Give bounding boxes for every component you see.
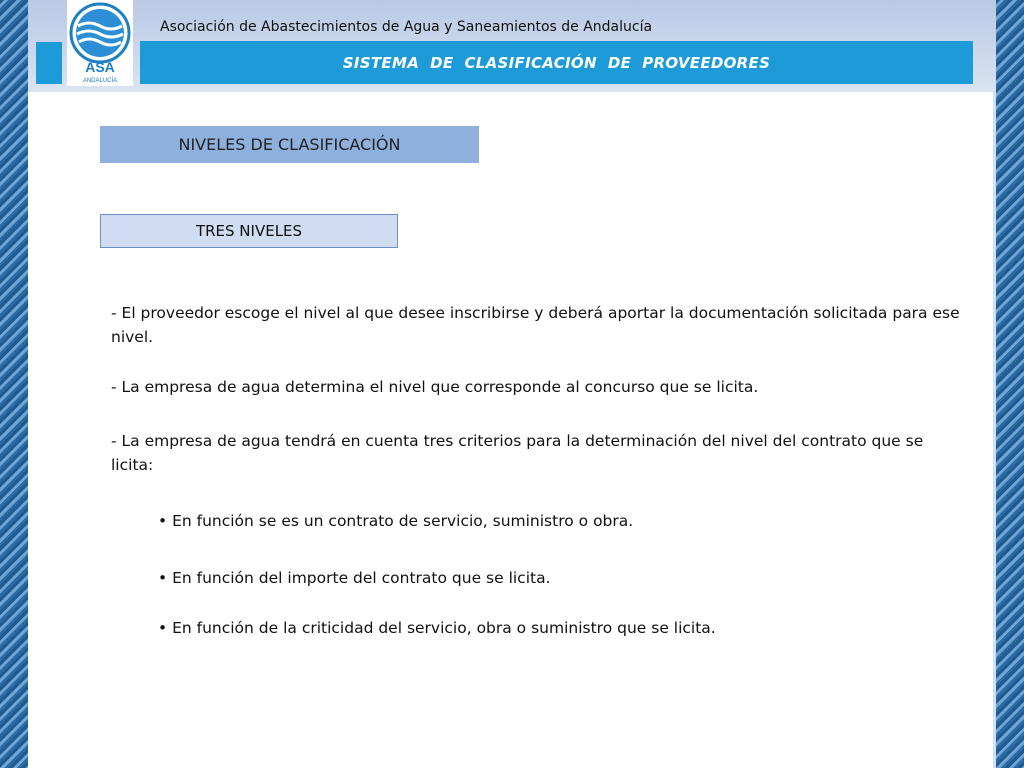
system-title-bar <box>140 41 973 84</box>
logo-text: ASA <box>85 59 115 75</box>
criteria-item-2: • En función del importe del contrato que se licita. <box>158 569 551 587</box>
section-title: NIVELES DE CLASIFICACIÓN <box>100 126 479 163</box>
paragraph-1: - El proveedor escoge el nivel al que desee inscribirse y deberá aportar la documentación solicitada para ese nivel. <box>111 304 960 346</box>
levels-label: TRES NIVELES <box>100 214 398 248</box>
decorative-border-left <box>0 0 28 768</box>
system-title: SISTEMA DE CLASIFICACIÓN DE PROVEEDORES <box>342 53 771 72</box>
header-accent-block <box>36 42 62 84</box>
logo-subtext: ANDALUCÍA <box>82 78 118 84</box>
paragraph-3: - La empresa de agua tendrá en cuenta tres criterios para la determinación del nivel del contrato que se licita: <box>111 432 924 474</box>
criteria-item-1: • En función se es un contrato de servicio, suministro o obra. <box>158 512 634 530</box>
decorative-border-right <box>996 0 1024 768</box>
organization-name: Asociación de Abastecimientos de Agua y Saneamientos de Andalucía <box>160 19 653 35</box>
asa-logo <box>67 0 133 86</box>
paragraph-2: - La empresa de agua determina el nivel que corresponde al concurso que se licita. <box>111 378 759 396</box>
criteria-item-3: • En función de la criticidad del servicio, obra o suministro que se licita. <box>158 619 716 637</box>
